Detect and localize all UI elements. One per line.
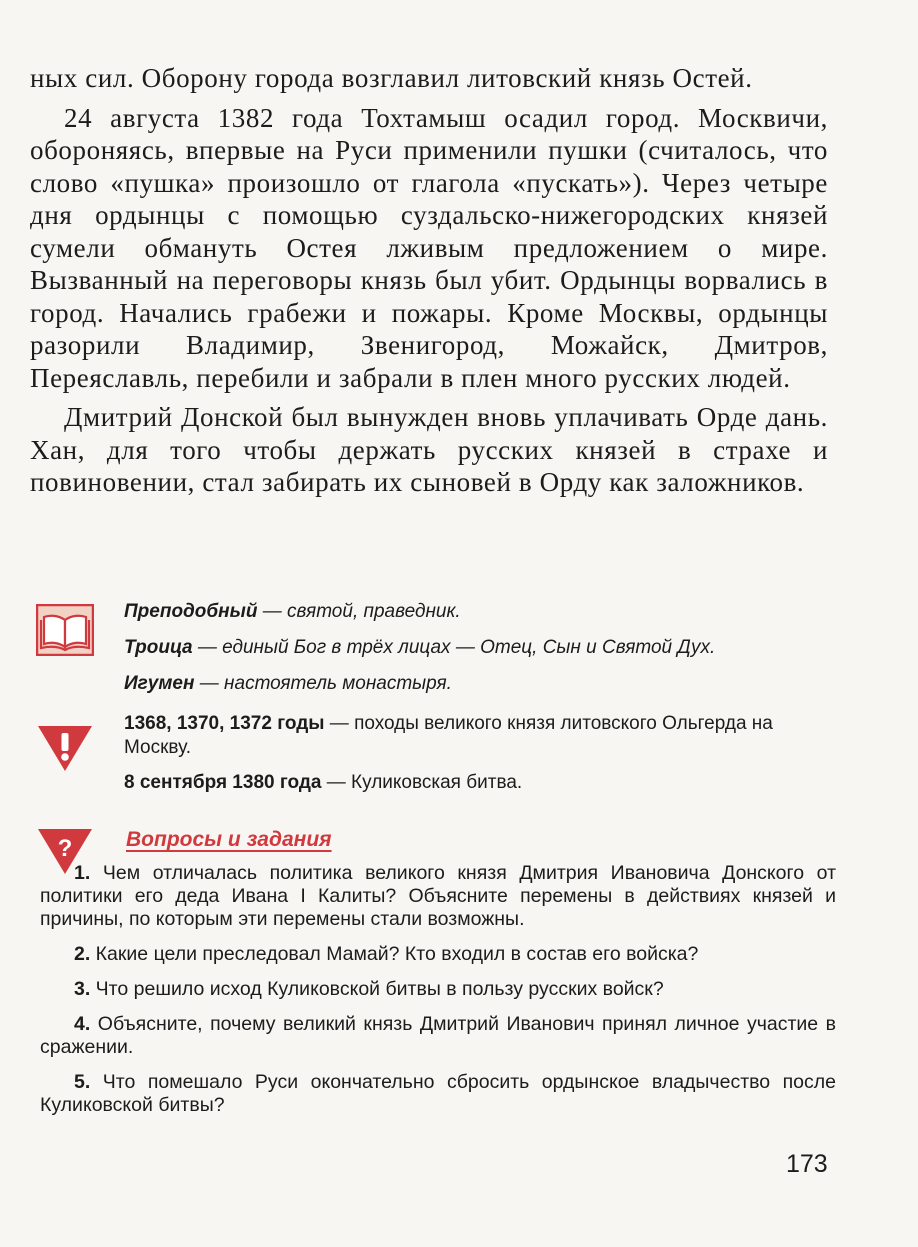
question-text: Чем отличалась политика великого князя Дмитрия Ивановича Донского от политики его деда Ивана I Калиты? Объясните перемены в действиях князей и причины, по которым эти перемены стали возможны.: [40, 862, 836, 930]
main-text: [30, 62, 828, 506]
question-item: [40, 943, 836, 966]
question-number: 2.: [74, 943, 91, 965]
book-icon: [36, 604, 94, 656]
paragraph: Дмитрий Донской был вынужден вновь уплачивать Орде дань. Хан, для того чтобы держать русских князей в страхе и повиновении, стал забирать их сыновей в Орду как заложников.: [30, 402, 828, 497]
date-definition: — походы великого князя литовского Ольгерда на Москву.: [124, 713, 773, 758]
question-number: 1.: [74, 862, 91, 884]
question-number: 5.: [74, 1071, 91, 1093]
glossary-entry: [124, 600, 844, 624]
glossary-entry: [124, 636, 844, 660]
key-dates: [124, 712, 834, 807]
date-definition: — Куликовская битва.: [321, 772, 523, 793]
date-term: 8 сентября 1380 года: [124, 772, 322, 793]
svg-text:?: ?: [57, 835, 73, 862]
glossary-term: Троица: [124, 637, 193, 658]
paragraph: ных сил. Оборону города возглавил литовский князь Остей.: [30, 63, 753, 93]
glossary: [124, 600, 844, 708]
question-text: Какие цели преследовал Мамай? Кто входил в состав его войска?: [90, 943, 699, 965]
questions-list: [40, 862, 836, 1129]
glossary-term: Игумен: [124, 673, 195, 694]
glossary-definition: — святой, праведник.: [257, 601, 461, 622]
date-entry: [124, 712, 834, 759]
question-text: Что помешало Руси окончательно сбросить ордынское владычество после Куликовской битвы?: [40, 1071, 836, 1116]
question-item: [40, 1071, 836, 1117]
glossary-term: Преподобный: [124, 601, 258, 622]
date-entry: [124, 771, 834, 795]
question-item: [40, 1013, 836, 1059]
date-term: 1368, 1370, 1372 годы: [124, 713, 325, 734]
paragraph: 24 августа 1382 года Тохтамыш осадил город. Москвичи, обороняясь, впервые на Руси применили пушки (считалось, что слово «пушка» произошло от глагола «пускать»). Через четыре дня ордынцы с помощью суздальско-нижегородских князей сумели обмануть Остея лживым предложением о мире. Вызванный на переговоры князь был убит. Ордынцы ворвались в город. Начались грабежи и пожары. Кроме Москвы, ордынцы разорили Владимир, Звенигород, Можайск, Дмитров, Переяславль, перебили и забрали в плен много русских людей.: [30, 102, 828, 393]
question-text: Объясните, почему великий князь Дмитрий Иванович принял личное участие в сражении.: [40, 1013, 836, 1058]
question-item: [40, 862, 836, 931]
glossary-definition: — единый Бог в трёх лицах — Отец, Сын и Святой Дух.: [192, 637, 716, 658]
page-number: 173: [786, 1150, 828, 1178]
question-number: 4.: [74, 1013, 91, 1035]
question-item: [40, 978, 836, 1001]
exclamation-icon: [36, 723, 94, 773]
glossary-definition: — настоятель монастыря.: [194, 673, 452, 694]
glossary-entry: [124, 672, 844, 696]
questions-heading: Вопросы и задания: [126, 828, 332, 851]
question-number: 3.: [74, 978, 91, 1000]
question-text: Что решило исход Куликовской битвы в пользу русских войск?: [90, 978, 664, 1000]
